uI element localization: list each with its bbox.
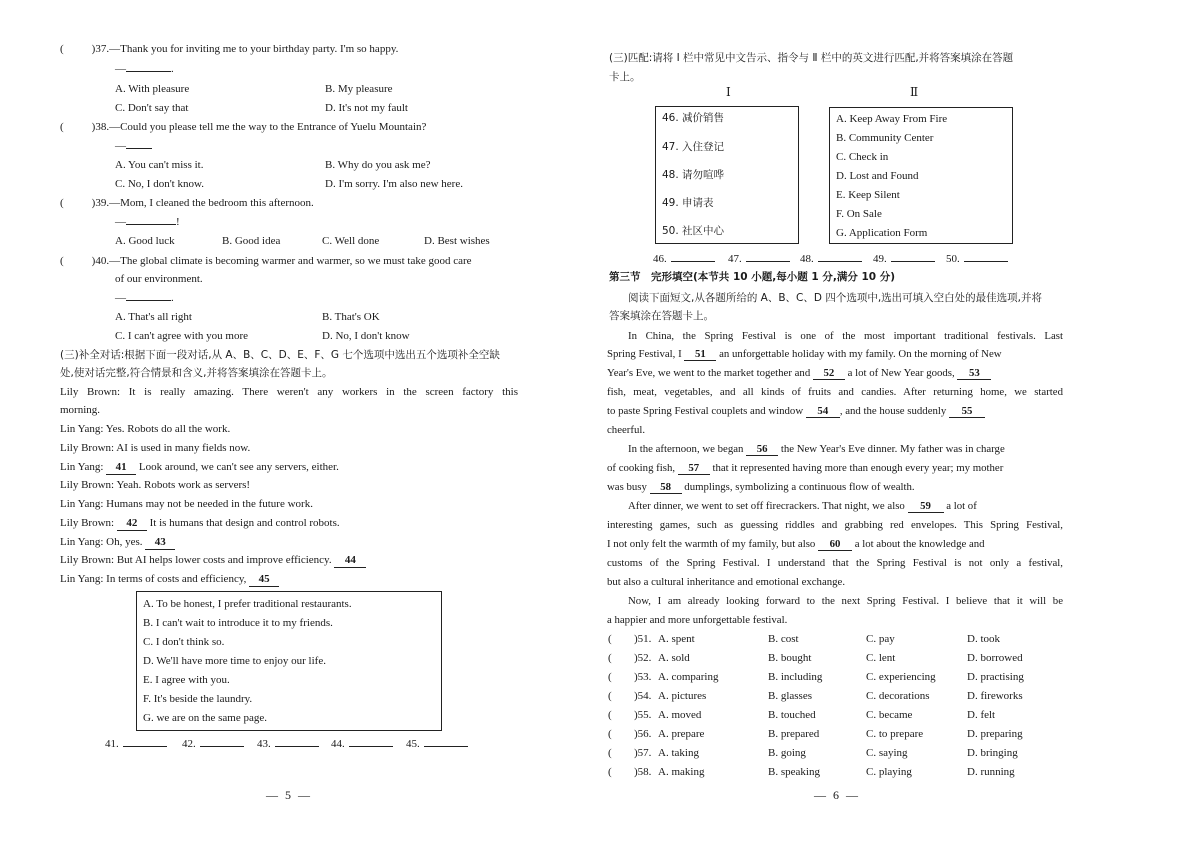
option-b[interactable]: B. speaking xyxy=(768,766,820,778)
option-39a[interactable]: A. Good luck xyxy=(115,235,175,247)
cloze-instructions-2: 答案填涂在答题卡上。 xyxy=(609,310,714,322)
answer-paren[interactable]: ( xyxy=(608,671,612,683)
option-39b[interactable]: B. Good idea xyxy=(222,235,281,247)
blank-55[interactable]: 55 xyxy=(949,405,985,418)
question-number: )55. xyxy=(634,709,652,721)
dialogue-line-10: Lin Yang: In terms of costs and efficiency, 45 xyxy=(60,573,279,587)
option-39c[interactable]: C. Well done xyxy=(322,235,380,247)
option-d[interactable]: D. borrowed xyxy=(967,652,1023,664)
option-38b[interactable]: B. Why do you ask me? xyxy=(325,159,431,171)
page-number-6: — 6 — xyxy=(814,788,860,802)
option-d[interactable]: D. took xyxy=(967,633,1000,645)
option-d[interactable]: D. preparing xyxy=(967,728,1023,740)
option-a[interactable]: A. comparing xyxy=(658,671,719,683)
choice-g: G. we are on the same page. xyxy=(143,712,268,724)
blank-60[interactable]: 60 xyxy=(818,538,852,551)
option-40d[interactable]: D. No, I don't know xyxy=(322,330,410,342)
col1-item-50: 50. 社区中心 xyxy=(662,225,725,237)
answer-paren[interactable]: ( xyxy=(608,728,612,740)
option-a[interactable]: A. taking xyxy=(658,747,699,759)
dialogue-line-7: Lily Brown: 42 It is humans that design and control robots. xyxy=(60,517,340,529)
choice-e: E. I agree with you. xyxy=(143,674,230,686)
match-answer-47[interactable]: 47. xyxy=(728,253,790,266)
option-d[interactable]: D. practising xyxy=(967,671,1024,683)
blank-51[interactable]: 51 xyxy=(684,348,716,361)
option-a[interactable]: A. sold xyxy=(658,652,690,664)
question-number: )52. xyxy=(634,652,652,664)
question-number: )56. xyxy=(634,728,652,740)
reply-37: — . xyxy=(115,63,174,75)
question-40: ( )40.—The global climate is becoming warmer and warmer, so we must take good care xyxy=(60,255,472,267)
option-b[interactable]: B. bought xyxy=(768,652,812,664)
col2-item-f: F. On Sale xyxy=(836,208,882,220)
option-b[interactable]: B. touched xyxy=(768,709,816,721)
blank-43[interactable]: 43 xyxy=(145,536,175,550)
option-38c[interactable]: C. No, I don't know. xyxy=(115,178,204,190)
option-40b[interactable]: B. That's OK xyxy=(322,311,380,323)
option-b[interactable]: B. including xyxy=(768,671,823,683)
option-c[interactable]: C. pay xyxy=(866,633,895,645)
question-38: ( )38.—Could you please tell me the way to the Entrance of Yuelu Mountain? xyxy=(60,121,427,133)
option-c[interactable]: C. decorations xyxy=(866,690,930,702)
page-number-5: — 5 — xyxy=(266,788,312,802)
match-answer-50[interactable]: 50. xyxy=(946,253,1008,266)
question-number: )58. xyxy=(634,766,652,778)
dialogue-line-3: Lily Brown: AI is used in many fields now. xyxy=(60,442,251,454)
blank-54[interactable]: 54 xyxy=(806,405,840,418)
col1-item-47: 47. 入住登记 xyxy=(662,141,725,153)
choice-f: F. It's beside the laundry. xyxy=(143,693,253,705)
choice-b: B. I can't wait to introduce it to my friends. xyxy=(143,617,333,629)
match-answer-48[interactable]: 48. xyxy=(800,253,862,266)
right-page: (三)匹配:请将 Ⅰ 栏中常见中文告示、指令与 Ⅱ 栏中的英文进行匹配,并将答案填涂在答题 卡上。 Ⅰ Ⅱ 46. 减价销售 47. 入住登记 48. 请勿喧哗 49. 申请表 50. 社区中心 A. Keep Away From Fire B. Community Center C. Check in D. Lost and Found E. Keep Silent F. On Sale G. Application Form 46. 47. 48. 49. 50. 第三节 完形填空(本节共 10 小题,每小题 1 分,满分 10 分) 阅读下面短文,从各题所给的 A、B、C、D 四个选项中,选出可填入空白处的最佳选项,并将 答案填涂在答题卡上。 In China, the Spring Festival is one of the most important traditional festivals. Last Spring Festival, I 51 an unforgettable holiday with my family. On the morning of New Year's Eve, we went to the market together and 52 a lot of New Year goods, 53 fish, meat, vegetables, and all kinds of fruits and candies. After returning home, we started to paste Spring Festival couplets and window 54 , and the house suddenly 55 cheerful. In the afternoon, we began 56 the New Year's Eve dinner. My father was in charge of cooking fish, 57 that it represented having more than enough every year; my mother was busy 58 dumplings, symbolizing a continuous flow of wealth. After dinner, we went to set off firecrackers. That night, we also 59 a lot of interesting games, such as guessing riddles and grabbing red envelopes. This Spring Festival, I not only felt the warmth of my family, but also 60 a lot about the knowledge and customs of the Spring Festival. I understand that the Spring Festival is not only a festival, but also a cultural inheritance and emotional exchange. Now, I am already looking forward to the next Spring Festival. I believe that it will be a happier and more unforgettable festival. ( )51. A. spent B. cost C. pay D. took ( )52. A. sold B. bought C. lent D. borrowed ( )53. A. comparing B. including C. experiencing D. practising ( )54. A. pictures B. glasses C. decorations D. fireworks ( )55. A. moved B. touched C. became D. felt ( )56. A. prepare B. prepared C. to prepare D. preparing ( )57. A. taking B. going C. saying D. bringing ( )58. A. making B. speaking C. playing D. running — 6 — xyxy=(607,52,1063,802)
answer-45[interactable]: 45. xyxy=(406,738,468,751)
option-c[interactable]: C. saying xyxy=(866,747,908,759)
col1-item-49: 49. 申请表 xyxy=(662,197,714,209)
option-c[interactable]: C. experiencing xyxy=(866,671,936,683)
blank-57[interactable]: 57 xyxy=(678,462,710,475)
col1-header: Ⅰ xyxy=(726,85,731,99)
question-number: )51. xyxy=(634,633,652,645)
option-a[interactable]: A. moved xyxy=(658,709,702,721)
col1-item-48: 48. 请勿喧哗 xyxy=(662,169,725,181)
answer-42[interactable]: 42. xyxy=(182,738,244,751)
blank-38[interactable] xyxy=(126,148,152,149)
question-40-cont: of our environment. xyxy=(115,273,203,285)
choice-c: C. I don't think so. xyxy=(143,636,225,648)
col2-item-a: A. Keep Away From Fire xyxy=(836,113,948,125)
option-c[interactable]: C. playing xyxy=(866,766,912,778)
dialogue-line-5: Lily Brown: Yeah. Robots work as servers! xyxy=(60,479,251,491)
col2-item-e: E. Keep Silent xyxy=(836,189,900,201)
question-39: ( )39.—Mom, I cleaned the bedroom this afternoon. xyxy=(60,197,314,209)
blank-44[interactable]: 44 xyxy=(334,554,366,568)
option-40c[interactable]: C. I can't agree with you more xyxy=(115,330,249,342)
option-b[interactable]: B. glasses xyxy=(768,690,812,702)
option-37b[interactable]: B. My pleasure xyxy=(325,83,393,95)
question-37: ( )37.—Thank you for inviting me to your birthday party. I'm so happy. xyxy=(60,43,399,55)
col2-item-d: D. Lost and Found xyxy=(836,170,919,182)
match-title: (三)匹配:请将 Ⅰ 栏中常见中文告示、指令与 Ⅱ 栏中的英文进行匹配,并将答案填涂在答题 xyxy=(609,52,1014,64)
section-title-dialogue-2: 处,使对话完整,符合情景和含义,并将答案填涂在答题卡上。 xyxy=(60,367,333,379)
option-37a[interactable]: A. With pleasure xyxy=(115,83,190,95)
col2-header: Ⅱ xyxy=(910,85,919,99)
option-39d[interactable]: D. Best wishes xyxy=(424,235,490,247)
choice-a: A. To be honest, I prefer traditional restaurants. xyxy=(143,598,352,610)
blank-39[interactable] xyxy=(126,224,176,225)
blank-59[interactable]: 59 xyxy=(908,500,944,513)
match-answer-49[interactable]: 49. xyxy=(873,253,935,266)
option-40a[interactable]: A. That's all right xyxy=(115,311,192,323)
section-title-dialogue: (三)补全对话:根据下面一段对话,从 A、B、C、D、E、F、G 七个选项中选出五个选项补全空缺 xyxy=(60,349,500,361)
blank-58[interactable]: 58 xyxy=(650,481,682,494)
blank-42[interactable]: 42 xyxy=(117,517,147,531)
option-b[interactable]: B. going xyxy=(768,747,806,759)
dialogue-line-8: Lin Yang: Oh, yes. 43 xyxy=(60,536,175,550)
answer-paren[interactable]: ( xyxy=(608,766,612,778)
option-a[interactable]: A. pictures xyxy=(658,690,707,702)
answer-paren[interactable]: ( xyxy=(608,633,612,645)
option-38d[interactable]: D. I'm sorry. I'm also new here. xyxy=(325,178,463,190)
option-a[interactable]: A. making xyxy=(658,766,705,778)
question-number: )54. xyxy=(634,690,652,702)
question-number: )53. xyxy=(634,671,652,683)
blank-56[interactable]: 56 xyxy=(746,443,778,456)
answer-41[interactable]: 41. xyxy=(105,738,167,751)
col2-item-b: B. Community Center xyxy=(836,132,934,144)
option-a[interactable]: A. prepare xyxy=(658,728,705,740)
option-c[interactable]: C. lent xyxy=(866,652,896,664)
answer-paren[interactable]: ( xyxy=(608,652,612,664)
option-d[interactable]: D. running xyxy=(967,766,1015,778)
blank-45[interactable]: 45 xyxy=(249,573,279,587)
blank-52[interactable]: 52 xyxy=(813,367,845,380)
option-d[interactable]: D. bringing xyxy=(967,747,1018,759)
dialogue-line-1b: morning. xyxy=(60,404,101,416)
cloze-instructions: 阅读下面短文,从各题所给的 A、B、C、D 四个选项中,选出可填入空白处的最佳选项,并将 xyxy=(628,292,1042,304)
answer-paren[interactable]: ( xyxy=(608,709,612,721)
option-c[interactable]: C. became xyxy=(866,709,913,721)
reply-38: — xyxy=(115,140,152,153)
option-b[interactable]: B. prepared xyxy=(768,728,820,740)
blank-41[interactable]: 41 xyxy=(106,461,136,475)
cloze-section-title: 第三节 完形填空(本节共 10 小题,每小题 1 分,满分 10 分) xyxy=(609,271,896,283)
match-answer-46[interactable]: 46. xyxy=(653,253,715,266)
blank-37[interactable] xyxy=(126,71,171,72)
dialogue-line-9: Lily Brown: But AI helps lower costs and improve efficiency. 44 xyxy=(60,554,366,568)
option-37c[interactable]: C. Don't say that xyxy=(115,102,189,114)
choice-d: D. We'll have more time to enjoy our life. xyxy=(143,655,326,667)
option-d[interactable]: D. fireworks xyxy=(967,690,1023,702)
option-38a[interactable]: A. You can't miss it. xyxy=(115,159,204,171)
dialogue-line-2: Lin Yang: Yes. Robots do all the work. xyxy=(60,423,231,435)
reply-39: — ! xyxy=(115,216,180,228)
answer-44[interactable]: 44. xyxy=(331,738,393,751)
blank-53[interactable]: 53 xyxy=(957,367,991,380)
option-b[interactable]: B. cost xyxy=(768,633,799,645)
answer-paren[interactable]: ( xyxy=(608,690,612,702)
dialogue-line-6: Lin Yang: Humans may not be needed in the future work. xyxy=(60,498,313,510)
reply-40: — . xyxy=(115,292,174,304)
option-d[interactable]: D. felt xyxy=(967,709,996,721)
question-number: )57. xyxy=(634,747,652,759)
col1-item-46: 46. 减价销售 xyxy=(662,112,725,124)
match-title-2: 卡上。 xyxy=(609,71,641,83)
answer-paren[interactable]: ( xyxy=(608,747,612,759)
option-c[interactable]: C. to prepare xyxy=(866,728,924,740)
option-a[interactable]: A. spent xyxy=(658,633,695,645)
option-37d[interactable]: D. It's not my fault xyxy=(325,102,408,114)
dialogue-line-4: Lin Yang: 41 Look around, we can't see any servers, either. xyxy=(60,461,339,473)
col2-item-g: G. Application Form xyxy=(836,227,928,239)
answer-43[interactable]: 43. xyxy=(257,738,319,751)
col2-item-c: C. Check in xyxy=(836,151,889,163)
dialogue-line-1: Lily Brown: It is really amazing. There weren't any workers in the screen factory this xyxy=(60,386,518,398)
blank-40[interactable] xyxy=(126,300,171,301)
